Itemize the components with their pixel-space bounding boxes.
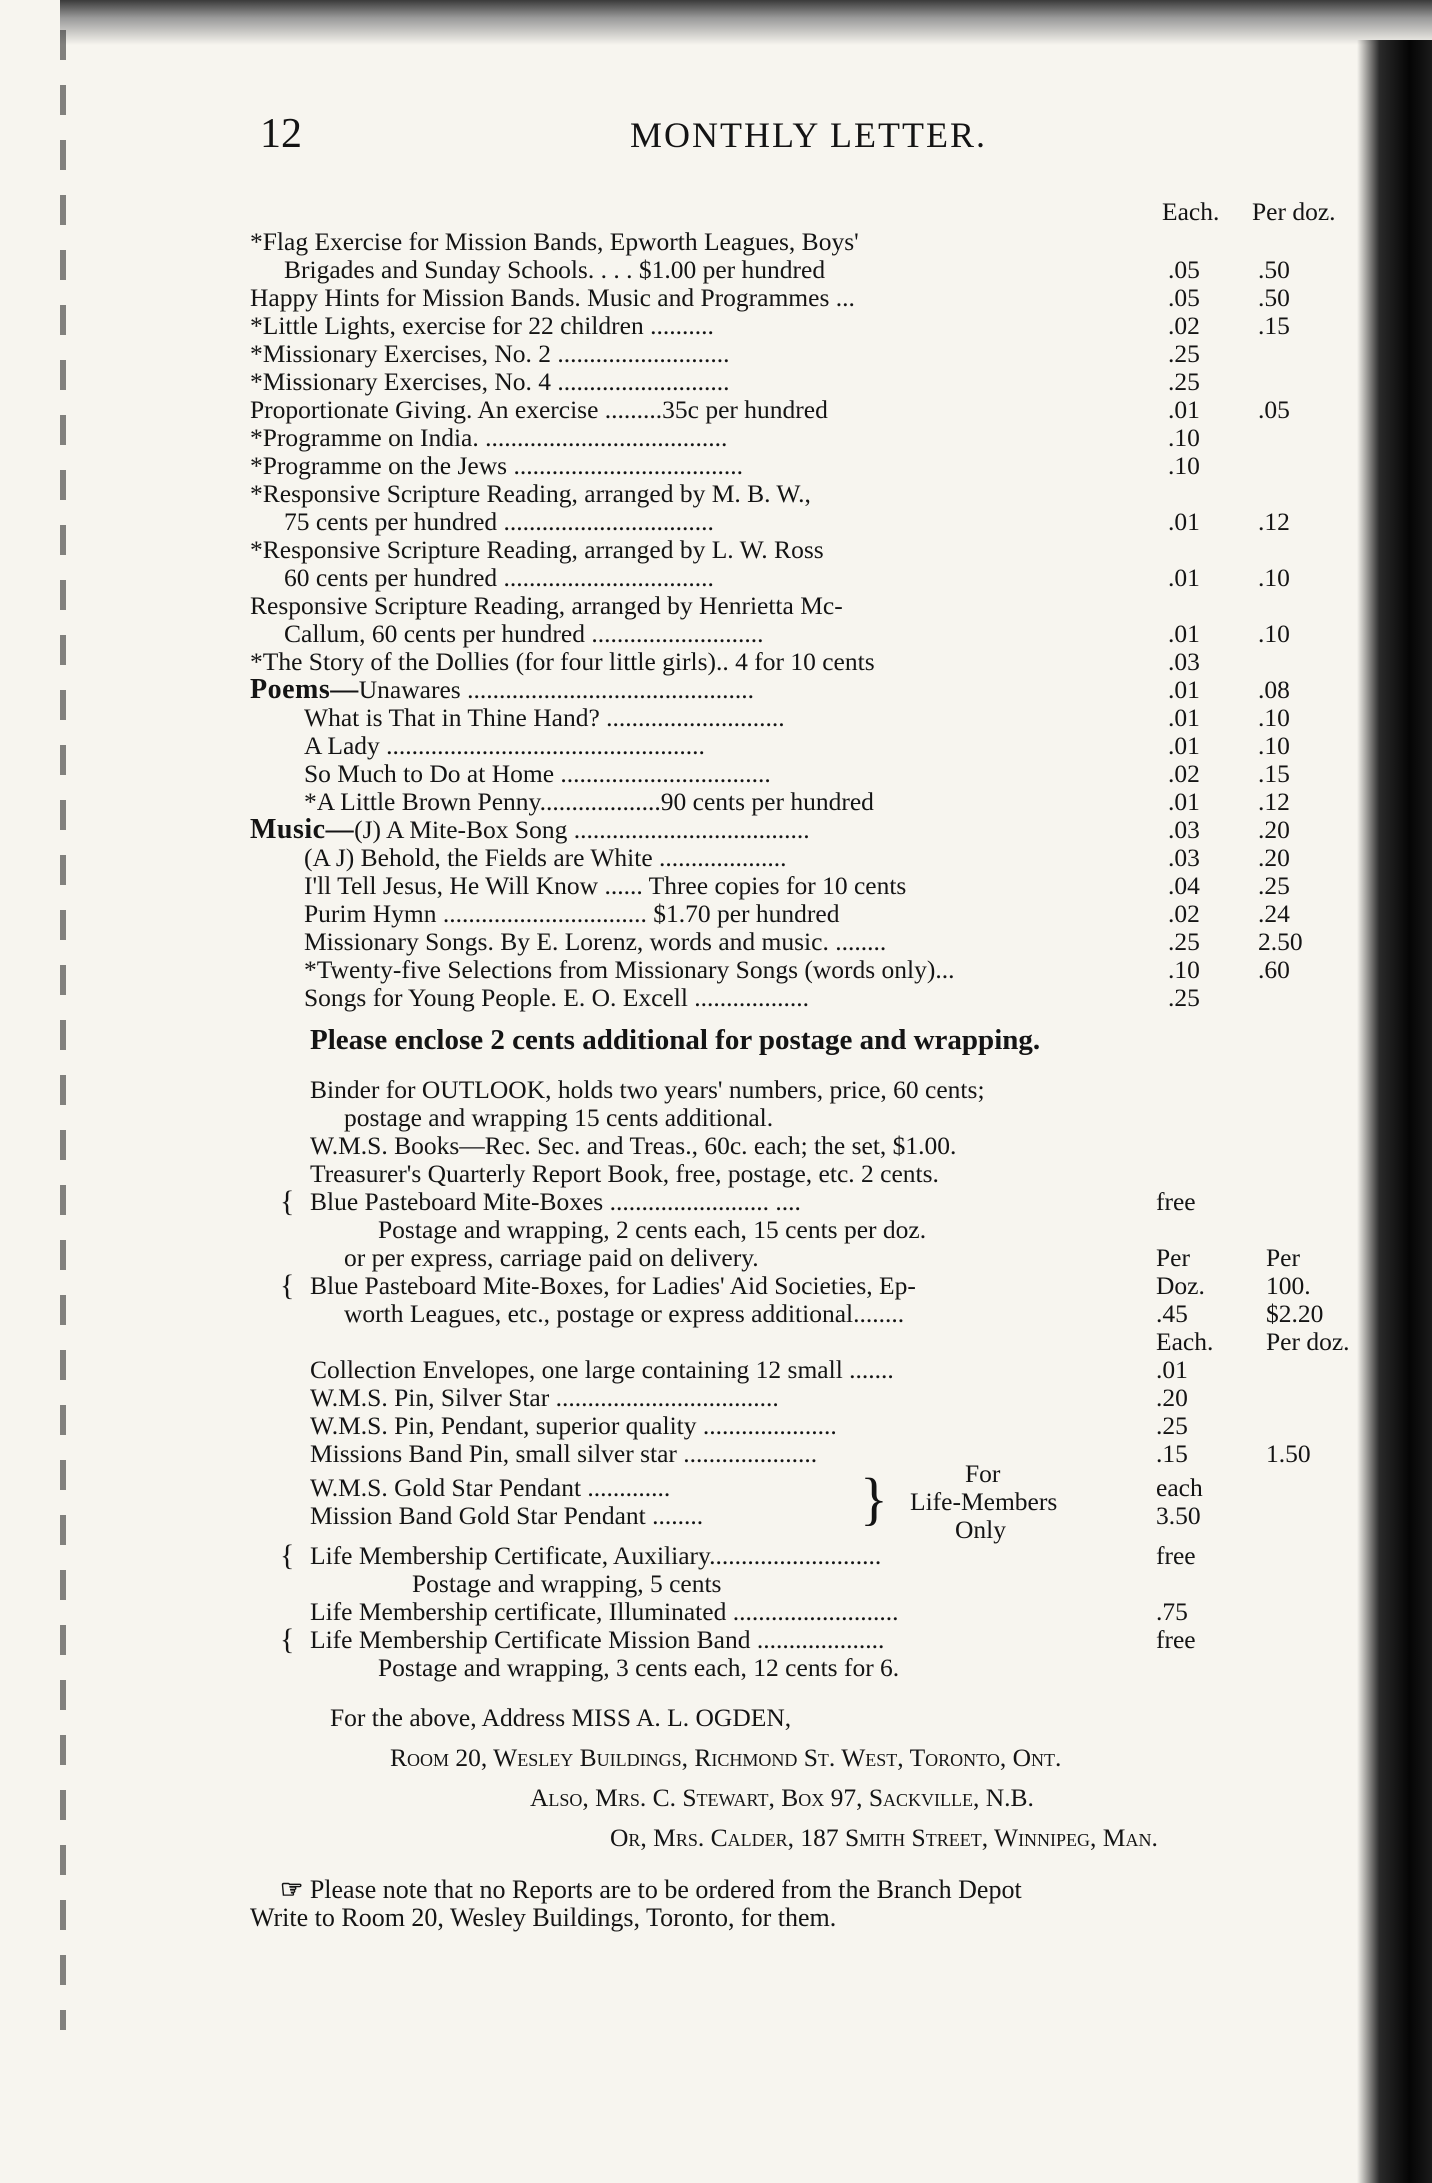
item-text: I'll Tell Jesus, He Will Know ...... Three copies for 10 cents bbox=[304, 871, 907, 900]
list-item bbox=[250, 508, 1350, 536]
list-item bbox=[250, 1300, 1350, 1328]
only-label: Only bbox=[955, 1515, 1006, 1544]
item-text: Postage and wrapping, 3 cents each, 12 cents for 6. bbox=[378, 1653, 900, 1682]
price-doz: .24 bbox=[1258, 899, 1290, 928]
price-each: .02 bbox=[1168, 899, 1200, 928]
list-item bbox=[250, 1539, 1350, 1572]
list-item bbox=[250, 620, 1350, 648]
list-item bbox=[250, 452, 1350, 480]
price-doz: .12 bbox=[1258, 507, 1290, 536]
price-each: free bbox=[1156, 1625, 1196, 1654]
list-item bbox=[250, 760, 1350, 788]
list-item bbox=[250, 284, 1350, 312]
price-each: .01 bbox=[1168, 619, 1200, 648]
item-text: Missions Band Pin, small silver star ..................... bbox=[310, 1439, 818, 1468]
life-member-price: 3.50 bbox=[1156, 1501, 1201, 1530]
poems-list bbox=[250, 704, 1350, 816]
item-text: Postage and wrapping, 5 cents bbox=[412, 1569, 722, 1598]
item-text: Collection Envelopes, one large containing 12 small ....... bbox=[310, 1355, 894, 1384]
scan-right-shadow bbox=[1357, 40, 1432, 2183]
item-text: W.M.S. Books—Rec. Sec. and Treas., 60c. each; the set, $1.00. bbox=[310, 1131, 957, 1160]
item-text: Treasurer's Quarterly Report Book, free, postage, etc. 2 cents. bbox=[310, 1159, 939, 1188]
list-item bbox=[250, 956, 1350, 984]
price-doz: Per bbox=[1266, 1243, 1300, 1272]
item-text: 60 cents per hundred ................................. bbox=[284, 563, 714, 592]
price-each: .25 bbox=[1168, 983, 1200, 1012]
price-each: Per bbox=[1156, 1243, 1190, 1272]
price-each: .15 bbox=[1156, 1439, 1188, 1468]
list-item bbox=[250, 1440, 1350, 1468]
price-doz: .15 bbox=[1258, 759, 1290, 788]
item-text: W.M.S. Pin, Silver Star ................................... bbox=[310, 1383, 779, 1412]
life-members-label: Life-Members bbox=[910, 1487, 1058, 1516]
price-doz: .25 bbox=[1258, 871, 1290, 900]
list-item bbox=[250, 1104, 1350, 1132]
list-item bbox=[250, 984, 1350, 1012]
price-doz: $2.20 bbox=[1266, 1299, 1324, 1328]
price-doz: .20 bbox=[1258, 815, 1290, 844]
price-each: .02 bbox=[1168, 311, 1200, 340]
price-each: .01 bbox=[1168, 395, 1200, 424]
item-text: Happy Hints for Mission Bands. Music and Programmes ... bbox=[250, 283, 855, 312]
column-headers bbox=[250, 198, 1350, 228]
item-text: *Responsive Scripture Reading, arranged by M. B. W., bbox=[250, 479, 811, 508]
music-first-item: (J) A Mite-Box Song ..................................... bbox=[354, 815, 810, 844]
price-list bbox=[250, 198, 1350, 1932]
price-doz: .10 bbox=[1258, 703, 1290, 732]
price-each: .03 bbox=[1168, 647, 1200, 676]
item-text: Life Membership Certificate Mission Band .................... bbox=[310, 1625, 885, 1654]
supplies-list bbox=[250, 1076, 1350, 1468]
item-text: *A Little Brown Penny...................90 cents per hundred bbox=[304, 787, 874, 816]
item-text: worth Leagues, etc., postage or express additional........ bbox=[344, 1299, 905, 1328]
item-text: Songs for Young People. E. O. Excell .................. bbox=[304, 983, 810, 1012]
footnote-line-2: Write to Room 20, Wesley Buildings, Toronto, for them. bbox=[250, 1903, 837, 1932]
price-doz: 1.50 bbox=[1266, 1439, 1311, 1468]
item-text: Postage and wrapping, 2 cents each, 15 cents per doz. bbox=[378, 1215, 927, 1244]
price-each: .45 bbox=[1156, 1299, 1188, 1328]
list-item bbox=[250, 648, 1350, 676]
list-item bbox=[250, 1356, 1350, 1384]
list-item bbox=[250, 312, 1350, 340]
price-each: .01 bbox=[1168, 675, 1200, 704]
list-item bbox=[250, 424, 1350, 452]
price-doz: .12 bbox=[1258, 787, 1290, 816]
price-each: .01 bbox=[1168, 563, 1200, 592]
address-line-4: Or, Mrs. Calder, 187 Smith Street, Winnipeg, Man. bbox=[610, 1823, 1158, 1852]
list-item bbox=[250, 480, 1350, 508]
price-each: .05 bbox=[1168, 283, 1200, 312]
price-doz: .60 bbox=[1258, 955, 1290, 984]
price-each: .01 bbox=[1168, 703, 1200, 732]
music-heading-row bbox=[250, 816, 1350, 844]
scan-left-binding bbox=[60, 30, 66, 2030]
list-item bbox=[250, 872, 1350, 900]
list-item bbox=[250, 844, 1350, 872]
exercise-list bbox=[250, 228, 1350, 676]
column-each: Each. bbox=[1162, 197, 1220, 226]
poems-first-item: Unawares ............................................. bbox=[358, 675, 754, 704]
item-text: *Missionary Exercises, No. 2 ........................... bbox=[250, 339, 730, 368]
price-each: .10 bbox=[1168, 955, 1200, 984]
list-item bbox=[250, 1654, 1350, 1682]
item-text: *The Story of the Dollies (for four little girls).. 4 for 10 cents bbox=[250, 647, 875, 676]
price-doz: .20 bbox=[1258, 843, 1290, 872]
each-label: each bbox=[1156, 1473, 1203, 1502]
price-doz: 2.50 bbox=[1258, 927, 1303, 956]
music-label: Music— bbox=[250, 814, 355, 845]
item-text: Missionary Songs. By E. Lorenz, words and music. ........ bbox=[304, 927, 887, 956]
price-doz: .10 bbox=[1258, 731, 1290, 760]
list-item bbox=[250, 564, 1350, 592]
price-each: .02 bbox=[1168, 759, 1200, 788]
list-item bbox=[250, 340, 1350, 368]
price-each: .01 bbox=[1168, 787, 1200, 816]
item-text: Proportionate Giving. An exercise .........35c per hundred bbox=[250, 395, 828, 424]
price-doz: Per doz. bbox=[1266, 1327, 1350, 1356]
list-item bbox=[250, 368, 1350, 396]
left-brace: { bbox=[280, 1185, 295, 1218]
left-brace: { bbox=[280, 1539, 295, 1572]
for-label: For bbox=[965, 1459, 1001, 1488]
price-doz: .15 bbox=[1258, 311, 1290, 340]
list-item bbox=[250, 1328, 1350, 1356]
price-each: .03 bbox=[1168, 843, 1200, 872]
item-text: Life Membership Certificate, Auxiliary........................... bbox=[310, 1541, 882, 1570]
list-item bbox=[250, 592, 1350, 620]
price-each: Doz. bbox=[1156, 1271, 1205, 1300]
price-each: .10 bbox=[1168, 451, 1200, 480]
item-text: Responsive Scripture Reading, arranged by Henrietta Mc- bbox=[250, 591, 843, 620]
item-text: Blue Pasteboard Mite-Boxes ......................... .... bbox=[310, 1187, 801, 1216]
item-text: *Programme on India. ...................................... bbox=[250, 423, 728, 452]
list-item bbox=[250, 1185, 1350, 1218]
column-per-doz: Per doz. bbox=[1252, 197, 1336, 226]
list-item bbox=[250, 1269, 1350, 1302]
list-item bbox=[250, 1384, 1350, 1412]
item-text: postage and wrapping 15 cents additional. bbox=[344, 1103, 774, 1132]
item-text: *Little Lights, exercise for 22 children .......... bbox=[250, 311, 714, 340]
postage-notice: Please enclose 2 cents additional for postage and wrapping. bbox=[310, 1024, 1041, 1056]
footnote-line-1: Please note that no Reports are to be ordered from the Branch Depot bbox=[309, 1875, 1022, 1904]
gold-pendant-group bbox=[250, 1459, 1350, 1544]
band-gold-star-pendant: Mission Band Gold Star Pendant ........ bbox=[310, 1501, 704, 1530]
list-item bbox=[250, 1623, 1350, 1656]
item-text: W.M.S. Pin, Pendant, superior quality ..................... bbox=[310, 1411, 837, 1440]
price-each: .05 bbox=[1168, 255, 1200, 284]
address-line-1: For the above, Address MISS A. L. OGDEN, bbox=[330, 1703, 792, 1732]
running-title: MONTHLY LETTER. bbox=[630, 115, 988, 155]
price-doz: .10 bbox=[1258, 563, 1290, 592]
list-item bbox=[250, 1216, 1350, 1244]
item-text: Life Membership certificate, Illuminated .......................... bbox=[310, 1597, 899, 1626]
price-doz: .50 bbox=[1258, 255, 1290, 284]
price-each: .01 bbox=[1168, 507, 1200, 536]
poems-heading-row bbox=[250, 676, 1350, 704]
address-line-2: Room 20, Wesley Buildings, Richmond St. West, Toronto, Ont. bbox=[390, 1743, 1062, 1772]
price-each: .25 bbox=[1168, 927, 1200, 956]
footnote bbox=[250, 1876, 1350, 1932]
item-text: Blue Pasteboard Mite-Boxes, for Ladies' Aid Societies, Ep- bbox=[310, 1271, 916, 1300]
list-item bbox=[250, 928, 1350, 956]
price-doz: 100. bbox=[1266, 1271, 1311, 1300]
item-text: 75 cents per hundred ................................. bbox=[284, 507, 714, 536]
item-text: So Much to Do at Home ................................. bbox=[304, 759, 771, 788]
list-item bbox=[250, 1160, 1350, 1188]
item-text: (A J) Behold, the Fields are White .................... bbox=[304, 843, 787, 872]
item-text: Callum, 60 cents per hundred ........................... bbox=[284, 619, 764, 648]
price-each: .75 bbox=[1156, 1597, 1188, 1626]
list-item bbox=[250, 1412, 1350, 1440]
price-each: .25 bbox=[1168, 339, 1200, 368]
list-item bbox=[250, 396, 1350, 424]
price-each: .03 bbox=[1168, 815, 1200, 844]
list-item bbox=[250, 732, 1350, 760]
list-item bbox=[250, 704, 1350, 732]
address-block bbox=[250, 1704, 1350, 1864]
item-text: *Missionary Exercises, No. 4 ........................... bbox=[250, 367, 730, 396]
price-each: Each. bbox=[1156, 1327, 1214, 1356]
price-each: free bbox=[1156, 1541, 1196, 1570]
list-item bbox=[250, 1076, 1350, 1104]
list-item bbox=[250, 256, 1350, 284]
certificates-list bbox=[250, 1539, 1350, 1682]
item-text: Purim Hymn ................................ $1.70 per hundred bbox=[304, 899, 840, 928]
price-doz: .05 bbox=[1258, 395, 1290, 424]
item-text: What is That in Thine Hand? ............................ bbox=[304, 703, 785, 732]
item-text: Brigades and Sunday Schools. . . . $1.00 per hundred bbox=[284, 255, 826, 284]
price-each: .10 bbox=[1168, 423, 1200, 452]
page-number: 12 bbox=[260, 111, 302, 157]
list-item bbox=[250, 228, 1350, 256]
price-doz: .08 bbox=[1258, 675, 1290, 704]
item-text: *Twenty-five Selections from Missionary Songs (words only)... bbox=[304, 955, 955, 984]
music-list bbox=[250, 844, 1350, 1012]
list-item bbox=[250, 1570, 1350, 1598]
list-item bbox=[250, 1132, 1350, 1160]
item-text: *Responsive Scripture Reading, arranged by L. W. Ross bbox=[250, 535, 824, 564]
price-each: free bbox=[1156, 1187, 1196, 1216]
price-each: .01 bbox=[1156, 1355, 1188, 1384]
price-each: .25 bbox=[1156, 1411, 1188, 1440]
list-item bbox=[250, 536, 1350, 564]
pointing-hand-icon: ☞ bbox=[280, 1875, 304, 1904]
list-item bbox=[250, 1244, 1350, 1272]
item-text: *Programme on the Jews .................................... bbox=[250, 451, 743, 480]
price-each: .04 bbox=[1168, 871, 1200, 900]
gold-star-pendant: W.M.S. Gold Star Pendant ............. bbox=[310, 1473, 671, 1502]
left-brace: { bbox=[280, 1269, 295, 1302]
list-item bbox=[250, 900, 1350, 928]
left-brace: { bbox=[280, 1623, 295, 1656]
item-text: Binder for OUTLOOK, holds two years' numbers, price, 60 cents; bbox=[310, 1075, 985, 1104]
item-text: *Flag Exercise for Mission Bands, Epworth Leagues, Boys' bbox=[250, 227, 859, 256]
poems-label: Poems— bbox=[250, 674, 359, 705]
price-each: .01 bbox=[1168, 731, 1200, 760]
list-item bbox=[250, 788, 1350, 816]
page-header bbox=[260, 110, 1320, 160]
price-each: .20 bbox=[1156, 1383, 1188, 1412]
address-line-3: Also, Mrs. C. Stewart, Box 97, Sackville, N.B. bbox=[530, 1783, 1034, 1812]
scan-top-shadow bbox=[60, 0, 1432, 45]
price-doz: .50 bbox=[1258, 283, 1290, 312]
item-text: A Lady .................................................. bbox=[304, 731, 705, 760]
item-text: or per express, carriage paid on delivery. bbox=[344, 1243, 759, 1272]
price-each: .25 bbox=[1168, 367, 1200, 396]
right-brace: } bbox=[860, 1466, 888, 1531]
price-doz: .10 bbox=[1258, 619, 1290, 648]
list-item bbox=[250, 1598, 1350, 1626]
